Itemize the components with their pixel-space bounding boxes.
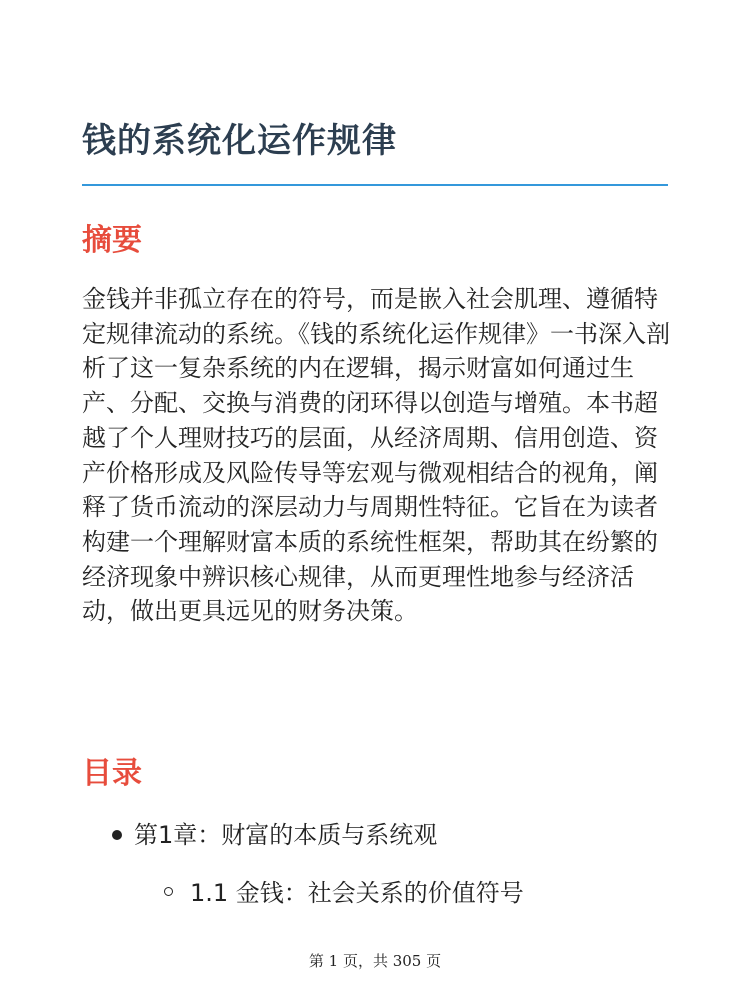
abstract-heading: 摘要 bbox=[82, 223, 142, 258]
page-number: 第 1 页，共 305 页 bbox=[308, 952, 442, 970]
bullet-circle-icon bbox=[164, 887, 173, 896]
bullet-disc-icon bbox=[112, 830, 122, 840]
document-title: 钱的系统化运作规律 bbox=[82, 121, 397, 161]
abstract-paragraph: 金钱并非孤立存在的符号，而是嵌入社会肌理、遵循特定规律流动的系统。《钱的系统化运作规律》一书深入剖析了这一复杂系统的内在逻辑，揭示财富如何通过生产、分配、交换与消费的闭环得以创造与增殖。本书超越了个人理财技巧的层面，从经济周期、信用创造、资产价格形成及风险传导等宏观与微观相结合的视角，阐释了货币流动的深层动力与周期性特征。它旨在为读者构建一个理解财富本质的系统性框架，帮助其在纷繁的经济现象中辨识核心规律，从而更理性地参与经济活动，做出更具远见的财务决策。 bbox=[82, 285, 670, 626]
toc-item-section-1-1[interactable]: 1.1 金钱：社会关系的价值符号 bbox=[190, 879, 524, 907]
toc-heading: 目录 bbox=[82, 756, 142, 791]
title-divider bbox=[82, 184, 668, 186]
toc-item-chapter-1[interactable]: 第1章：财富的本质与系统观 bbox=[134, 821, 438, 849]
